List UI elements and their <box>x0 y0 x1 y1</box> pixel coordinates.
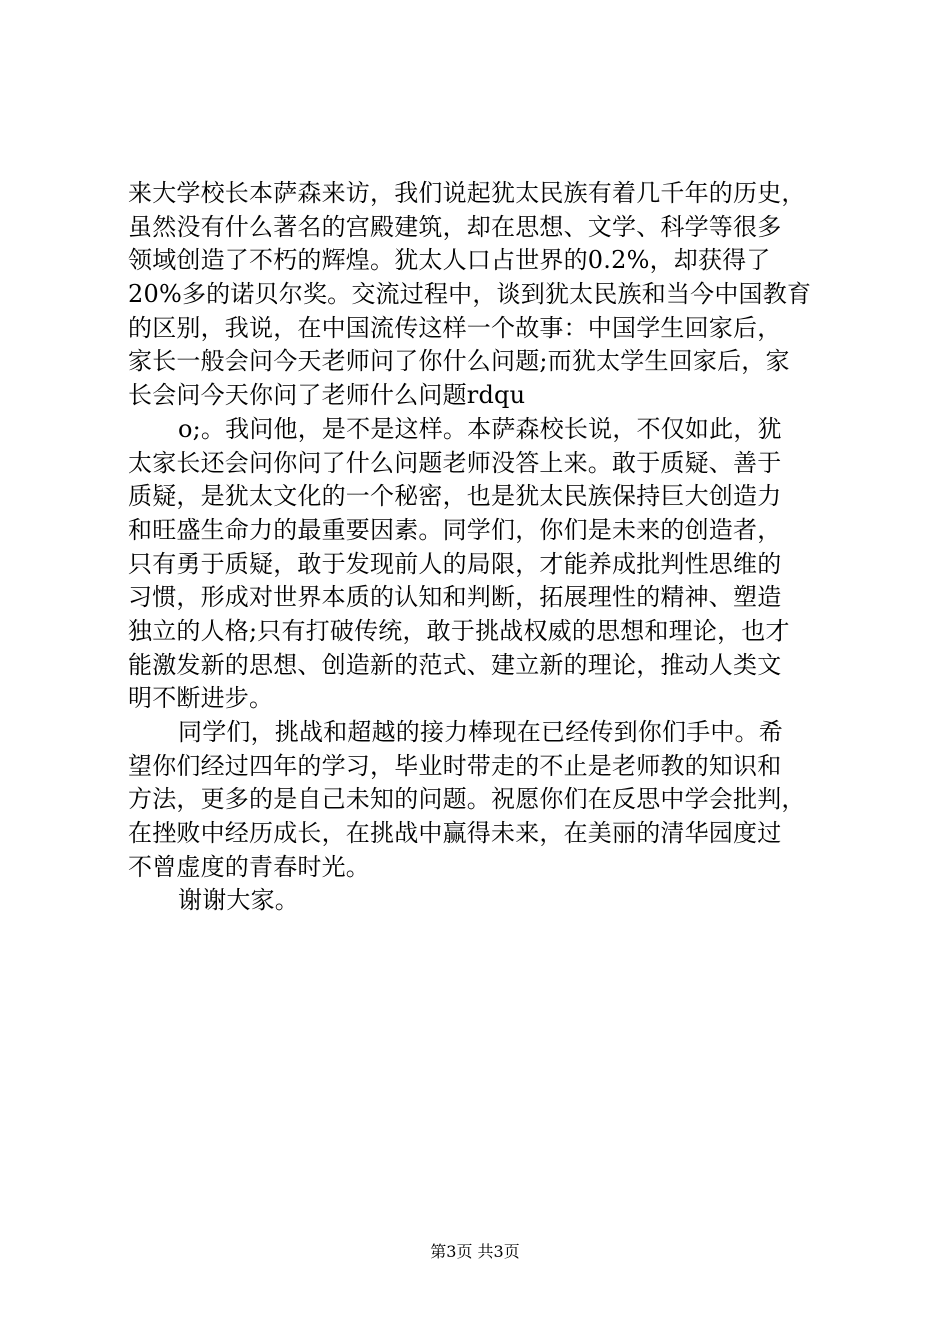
text-line: 能激发新的思想、创造新的范式、建立新的理论，推动人类文 <box>128 650 782 679</box>
text-line: 习惯，形成对世界本质的认知和判断，拓展理性的精神、塑造 <box>128 583 782 612</box>
text-line: 20%多的诺贝尔奖。交流过程中，谈到犹太民族和当今中国教育 <box>128 280 812 309</box>
text-line: 家长一般会问今天老师问了你什么问题;而犹太学生回家后，家 <box>128 347 790 376</box>
speech-body <box>128 177 838 918</box>
text-line: 独立的人格;只有打破传统，敢于挑战权威的思想和理论，也才 <box>128 616 790 645</box>
text-line: 长会问今天你问了老师什么问题rdqu <box>128 381 526 410</box>
text-line: 在挫败中经历成长，在挑战中赢得未来，在美丽的清华园度过 <box>128 819 782 848</box>
text-line: 谢谢大家。 <box>178 886 299 915</box>
text-line: 虽然没有什么著名的宫殿建筑，却在思想、文学、科学等很多 <box>128 212 782 241</box>
text-line: 方法，更多的是自己未知的问题。祝愿你们在反思中学会批判， <box>128 785 806 814</box>
text-line: 明不断进步。 <box>128 684 274 713</box>
text-line: 太家长还会问你问了什么问题老师没答上来。敢于质疑、善于 <box>128 448 782 477</box>
text-line: o;。我问他，是不是这样。本萨森校长说，不仅如此，犹 <box>178 414 782 443</box>
text-line: 和旺盛生命力的最重要因素。同学们，你们是未来的创造者， <box>128 515 782 544</box>
text-line: 质疑，是犹太文化的一个秘密，也是犹太民族保持巨大创造力 <box>128 482 782 511</box>
text-line: 来大学校长本萨森来访，我们说起犹太民族有着几千年的历史， <box>128 179 806 207</box>
text-line: 同学们，挑战和超越的接力棒现在已经传到你们手中。希 <box>178 718 783 746</box>
text-line: 的区别，我说，在中国流传这样一个故事：中国学生回家后， <box>128 313 782 342</box>
text-line: 望你们经过四年的学习，毕业时带走的不止是老师教的知识和 <box>128 751 782 780</box>
text-line: 只有勇于质疑，敢于发现前人的局限，才能养成批判性思维的 <box>128 549 782 578</box>
text-line: 不曾虚度的青春时光。 <box>128 852 370 881</box>
text-line: 领域创造了不朽的辉煌。犹太人口占世界的0.2%，却获得了 <box>128 246 771 275</box>
page-number-footer: 第3页 共3页 <box>430 1242 520 1261</box>
